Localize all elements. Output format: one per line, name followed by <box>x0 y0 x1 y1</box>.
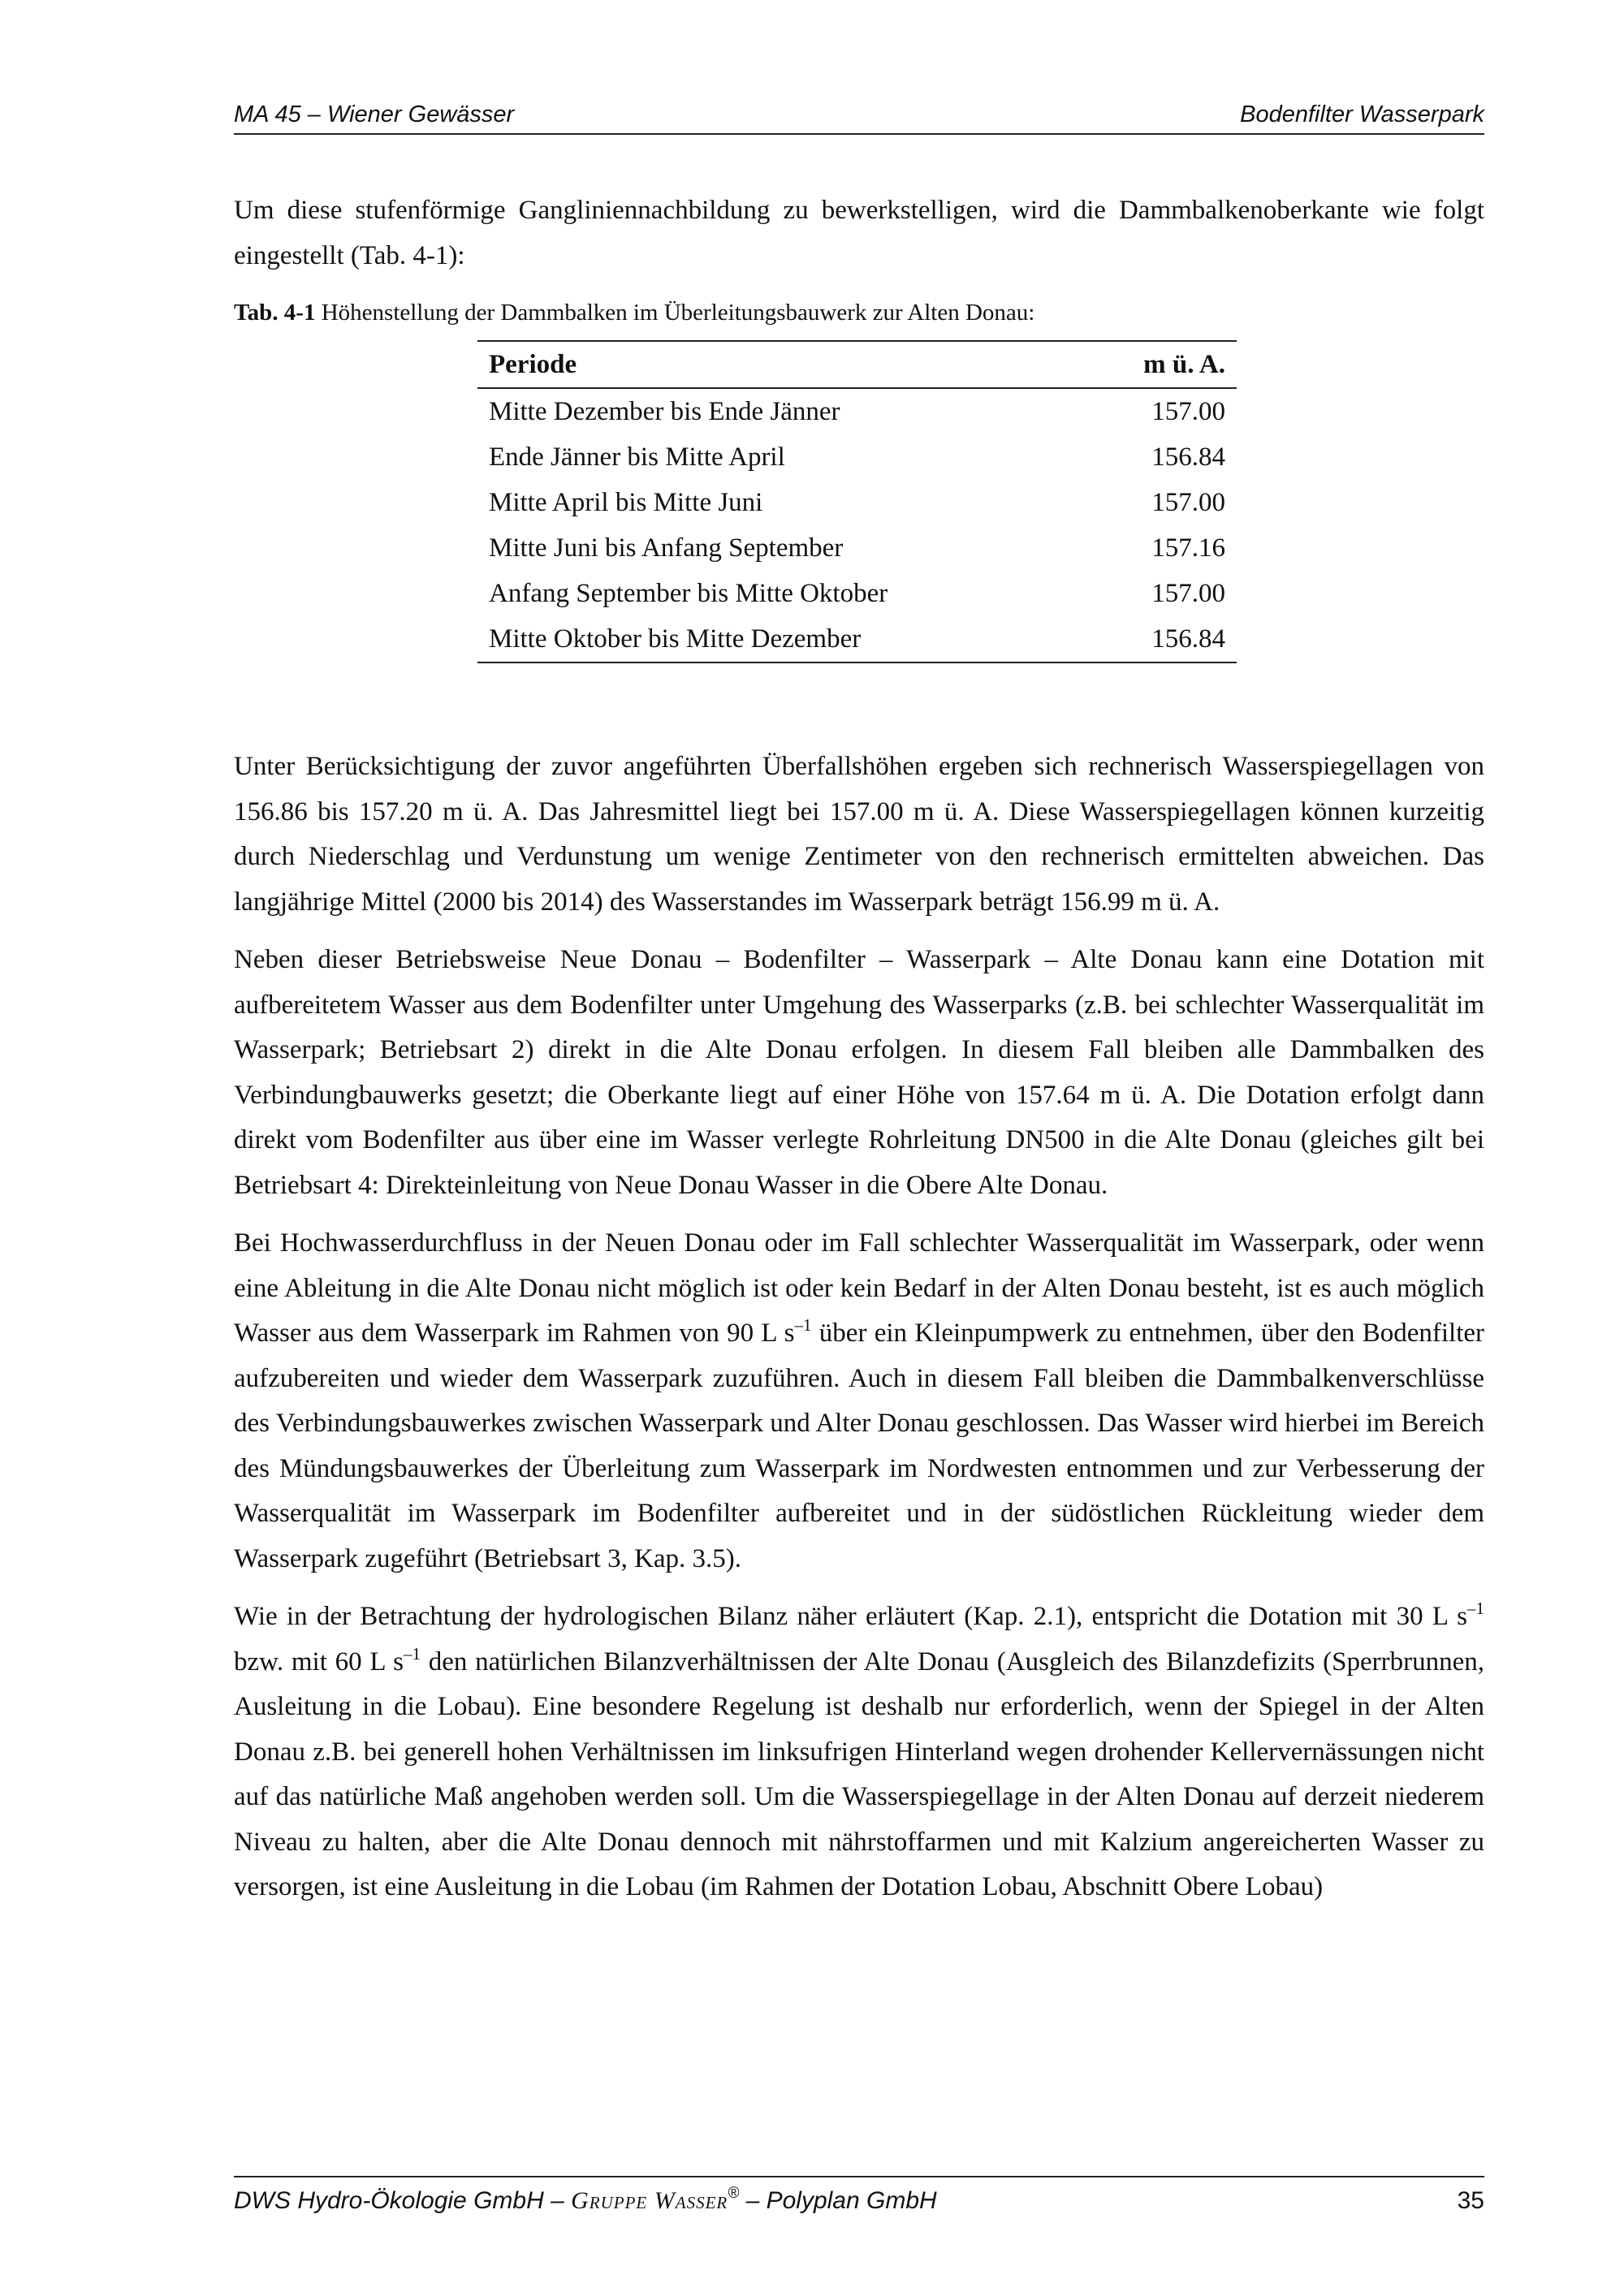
cell-elevation: 157.00 <box>1151 578 1225 608</box>
unit-exponent: –1 <box>794 1315 812 1335</box>
cell-period: Ende Jänner bis Mitte April <box>489 442 785 472</box>
footer-companies <box>234 2187 937 2215</box>
unit-exponent: –1 <box>403 1643 421 1664</box>
table-row <box>477 571 1237 616</box>
paragraph-4-part-a: Wie in der Betrachtung der hydrologischen Bilanz näher erläutert (Kap. 2.1), entspricht die Dotation mit 30 L s <box>234 1602 1467 1631</box>
body-paragraph-1: Unter Berücksichtigung der zuvor angeführten Überfallshöhen ergeben sich rechnerisch Wasserspiegellagen von 156.86 bis 157.20 m ü. A. Das Jahresmittel liegt bei 157.00 m ü. A. Diese Wasserspiegellagen können kurzeitig durch Niederschlag und Verdunstung um wenige Zentimeter von den rechnerisch ermittelten abweichen. Das langjährige Mittel (2000 bis 2014) des Wasserstandes im Wasserpark beträgt 156.99 m ü. A. <box>234 752 1484 917</box>
unit-exponent: –1 <box>1467 1599 1484 1618</box>
body-paragraph-3 <box>234 1221 1484 1582</box>
table-caption-label: Tab. 4-1 <box>234 300 316 326</box>
cell-elevation: 157.00 <box>1151 396 1225 426</box>
page-content <box>234 188 1484 1910</box>
page-footer <box>234 2176 1484 2215</box>
table-row <box>477 525 1237 571</box>
footer-company-b: Gruppe Wasser <box>571 2187 728 2214</box>
paragraph-4-part-b: bzw. mit 60 L s <box>234 1646 404 1677</box>
table-row <box>477 388 1237 434</box>
cell-period: Mitte Dezember bis Ende Jänner <box>489 396 840 426</box>
column-header-periode: Periode <box>477 341 1086 388</box>
table-caption-text: Höhenstellung der Dammbalken im Überleitungsbauwerk zur Alten Donau: <box>321 300 1035 326</box>
registered-mark: ® <box>728 2185 740 2202</box>
paragraph-4-part-c: den natürlichen Bilanzverhältnissen der Alte Donau (Ausgleich des Bilanzdefizits (Sperrbrunnen, Ausleitung in die Lobau). Eine besondere Regelung ist deshalb nur erforderlich, wenn der Spiegel in der Alten Donau z.B. bei generell hohen Verhältnissen im linksufrigen Hinterland wegen drohender Kellervernässungen nicht auf das natürliche Maß angehoben werden soll. Um die Wasserspiegellage in der Alten Donau auf derzeit niederem Niveau zu halten, aber die Alte Donau dennoch mit nährstoffarmen und mit Kalzium angereicherten Wasser zu versorgen, ist eine Ausleitung in die Lobau (im Rahmen der Dotation Lobau, Abschnitt Obere Lobau) <box>234 1646 1484 1901</box>
cell-elevation: 157.16 <box>1151 533 1225 563</box>
intro-paragraph: Um diese stufenförmige Gangliniennachbildung zu bewerkstelligen, wird die Dammbalkenoberkante wie folgt eingestellt (Tab. 4-1): <box>234 196 1484 270</box>
page-number: 35 <box>1457 2187 1484 2214</box>
dammbalken-table <box>477 340 1237 663</box>
page-header <box>234 96 1484 135</box>
column-header-elevation: m ü. A. <box>1086 341 1237 388</box>
body-paragraph-4 <box>234 1595 1484 1910</box>
cell-elevation: 157.00 <box>1151 487 1225 517</box>
header-left: MA 45 – Wiener Gewässer <box>234 101 515 127</box>
cell-period: Mitte Oktober bis Mitte Dezember <box>477 616 1086 662</box>
paragraph-3-part-b: über ein Kleinpumpwerk zu entnehmen, über den Bodenfilter aufzubereiten und wieder dem Wasserpark zuzuführen. Auch in diesem Fall bleiben die Dammbalkenverschlüsse des Verbindungsbauwerkes zwischen Wasserpark und Alter Donau geschlossen. Das Wasser wird hierbei im Bereich des Mündungsbauwerkes der Überleitung zum Wasserpark im Nordwesten entnommen und zur Verbesserung der Wasserqualität im Wasserpark im Bodenfilter aufbereitet und in der südöstlichen Rückleitung wieder dem Wasserpark zugeführt (Betriebsart 3, Kap. 3.5). <box>234 1318 1485 1573</box>
table-row <box>477 480 1237 525</box>
footer-company-c: – Polyplan GmbH <box>739 2187 937 2214</box>
table-caption <box>234 296 1484 329</box>
cell-elevation: 156.84 <box>1151 442 1225 472</box>
body-paragraph-2: Neben dieser Betriebsweise Neue Donau – Bodenfilter – Wasserpark – Alte Donau kann eine Dotation mit aufbereitetem Wasser aus dem Bodenfilter unter Umgehung des Wasserparks (z.B. bei schlechter Wasserqualität im Wasserpark; Betriebsart 2) direkt in die Alte Donau erfolgen. In diesem Fall bleiben alle Dammbalken des Verbindungbauwerks gesetzt; die Oberkante liegt auf einer Höhe von 157.64 m ü. A. Die Dotation erfolgt dann direkt vom Bodenfilter aus über eine im Wasser verlegte Rohrleitung DN500 in die Alte Donau (gleiches gilt bei Betriebsart 4: Direkteinleitung von Neue Donau Wasser in die Obere Alte Donau. <box>234 945 1484 1200</box>
footer-company-a: DWS Hydro-Ökologie GmbH – <box>234 2187 572 2214</box>
cell-period: Mitte Juni bis Anfang September <box>489 533 844 563</box>
cell-period: Mitte April bis Mitte Juni <box>489 487 763 517</box>
cell-elevation: 156.84 <box>1086 616 1237 662</box>
table-row <box>477 616 1237 662</box>
cell-period: Anfang September bis Mitte Oktober <box>489 578 888 608</box>
table-row <box>477 434 1237 480</box>
table-header-row <box>477 341 1237 388</box>
paragraph-3-part-a: Bei Hochwasserdurchfluss in der Neuen Donau oder im Fall schlechter Wasserqualität im Wasserpark, oder wenn eine Ableitung in die Alte Donau nicht möglich ist oder kein Bedarf in der Alten Donau besteht, ist es auch möglich Wasser aus dem Wasserpark im Rahmen von 90 L s <box>234 1228 1484 1348</box>
header-right: Bodenfilter Wasserpark <box>1240 101 1484 127</box>
